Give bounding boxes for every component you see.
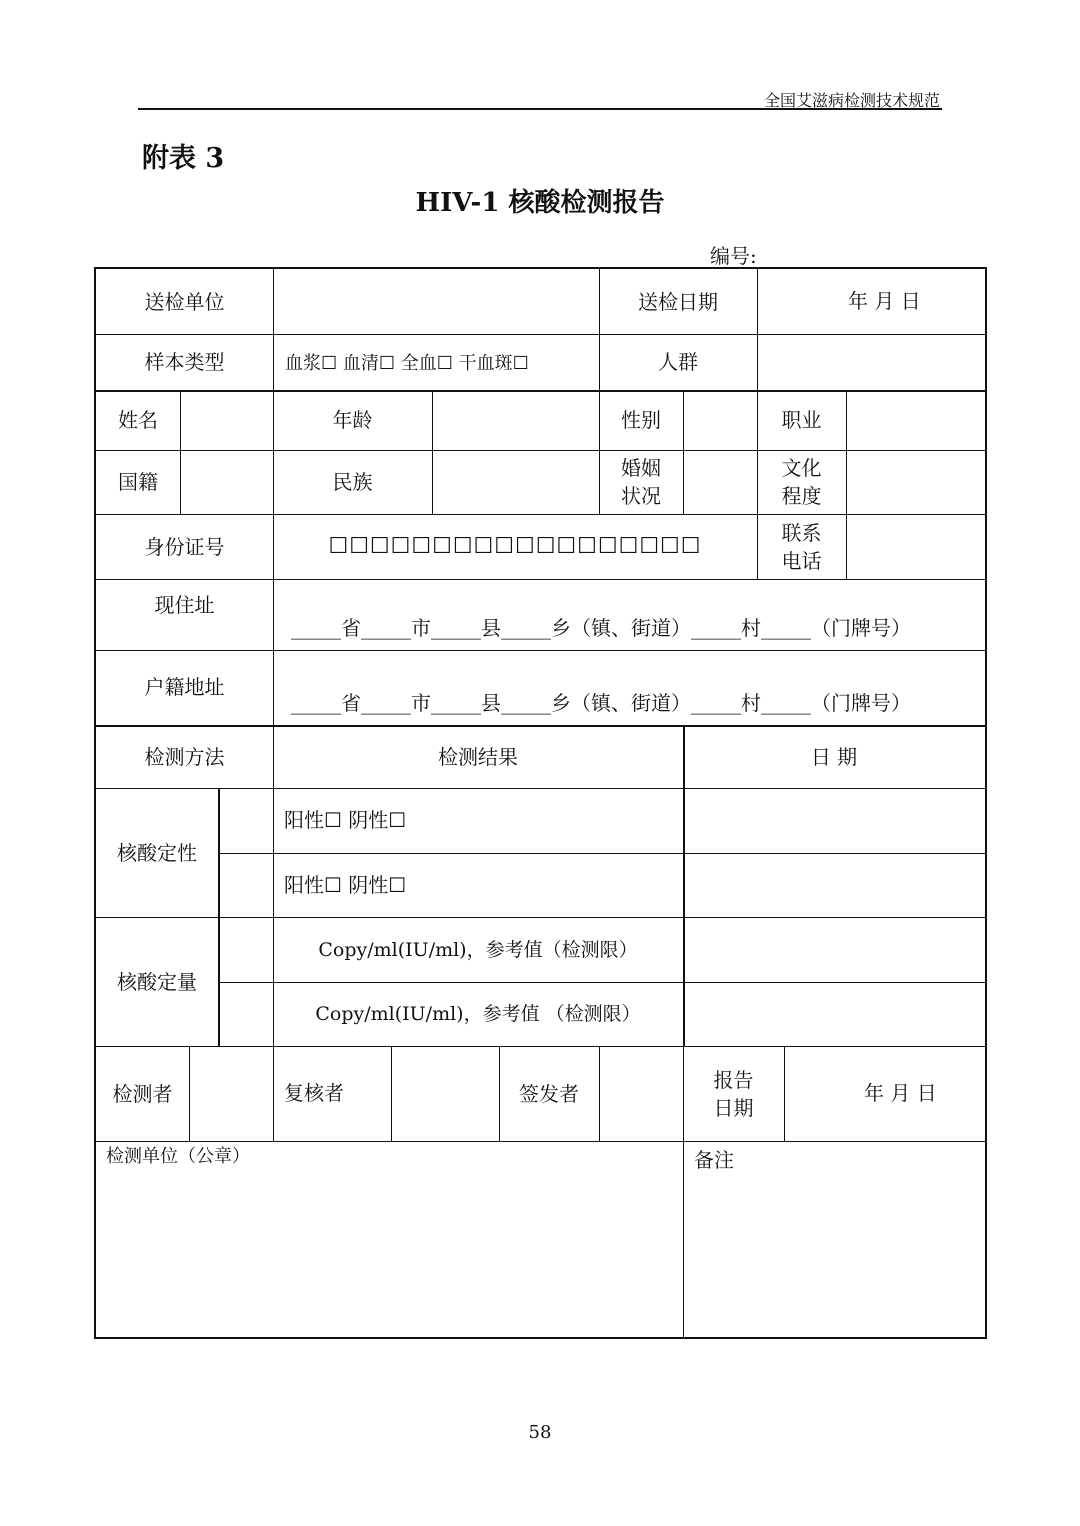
qualitative-result-2[interactable]: 阳性☐ 阴性☐ xyxy=(284,873,407,897)
phone-label-line1: 联系 xyxy=(781,520,822,545)
col-divider xyxy=(432,390,433,514)
qualitative-result-1[interactable]: 阳性☐ 阴性☐ xyxy=(284,808,407,832)
header-rule xyxy=(138,108,942,110)
gender-label: 性别 xyxy=(621,408,661,432)
method-header: 检测方法 xyxy=(144,744,225,769)
qualitative-label: 核酸定性 xyxy=(117,840,197,865)
current-address-label: 现住址 xyxy=(154,593,215,617)
row-divider xyxy=(96,788,985,789)
education-label-line2: 程度 xyxy=(781,484,822,508)
lab-seal-label: 检测单位（公章） xyxy=(106,1146,250,1167)
col-divider xyxy=(391,1046,392,1141)
report-date-value: 年 月 日 xyxy=(864,1081,937,1105)
quantitative-result-2[interactable]: Copy/ml(IU/ml)，参考值 （检测限） xyxy=(315,1003,641,1025)
serial-number-label: 编号: xyxy=(710,244,757,268)
col-divider xyxy=(784,1046,785,1141)
submitting-unit-label: 送检单位 xyxy=(144,289,225,314)
quantitative-result-1[interactable]: Copy/ml(IU/ml)，参考值（检测限） xyxy=(318,938,638,961)
phone-label-line2: 电话 xyxy=(781,548,822,573)
id-number-boxes[interactable]: ☐☐☐☐☐☐☐☐☐☐☐☐☐☐☐☐☐☐ xyxy=(328,533,702,559)
sample-type-options[interactable]: 血浆☐ 血清☐ 全血☐ 干血斑☐ xyxy=(285,353,529,374)
ethnicity-label: 民族 xyxy=(332,470,373,494)
issuer-label: 签发者 xyxy=(519,1081,579,1106)
result-header: 检测结果 xyxy=(438,744,518,769)
col-divider xyxy=(180,390,181,514)
submission-date-value: 年 月 日 xyxy=(848,289,921,313)
running-header: 全国艾滋病检测技术规范 xyxy=(763,91,940,110)
education-label xyxy=(757,450,846,514)
col-divider xyxy=(218,788,220,1046)
remarks-label: 备注 xyxy=(694,1148,734,1172)
appendix-label: 附表 3 xyxy=(142,143,225,174)
row-divider xyxy=(218,853,985,854)
registered-address-line[interactable]: _____省_____市_____县_____乡（镇、街道）_____村_____（门牌号） xyxy=(291,691,911,715)
age-label: 年龄 xyxy=(332,408,373,432)
row-divider xyxy=(96,450,985,451)
col-divider xyxy=(683,390,684,514)
col-divider xyxy=(599,1046,600,1141)
marital-status-label-line2: 状况 xyxy=(621,484,661,508)
col-divider xyxy=(273,1046,274,1141)
id-number-label: 身份证号 xyxy=(144,534,225,559)
date-header: 日 期 xyxy=(810,744,858,769)
report-title: HIV-1 核酸检测报告 xyxy=(415,188,665,218)
registered-address-label: 户籍地址 xyxy=(144,675,225,699)
row-divider xyxy=(96,390,985,392)
marital-status-label xyxy=(599,450,683,514)
sample-type-label: 样本类型 xyxy=(144,350,225,374)
current-address-line[interactable]: _____省_____市_____县_____乡（镇、街道）_____村_____（门牌号） xyxy=(291,616,911,640)
page-number: 58 xyxy=(528,1422,552,1443)
row-divider xyxy=(96,579,985,580)
row-divider xyxy=(96,1141,985,1142)
quantitative-label: 核酸定量 xyxy=(117,969,197,994)
col-divider xyxy=(189,1046,190,1141)
phone-label xyxy=(757,514,846,579)
occupation-label: 职业 xyxy=(781,408,822,432)
marital-status-label-line1: 婚姻 xyxy=(621,456,661,480)
submission-date-label: 送检日期 xyxy=(638,289,718,314)
row-divider xyxy=(96,650,985,651)
report-date-label-line2: 日期 xyxy=(713,1095,754,1120)
name-label: 姓名 xyxy=(118,408,158,432)
report-date-label xyxy=(683,1046,784,1141)
col-divider xyxy=(846,390,847,579)
population-label: 人群 xyxy=(658,350,698,374)
education-label-line1: 文化 xyxy=(781,456,822,480)
tester-label: 检测者 xyxy=(112,1081,173,1106)
report-form-table xyxy=(94,267,987,1339)
report-date-label-line1: 报告 xyxy=(713,1067,754,1092)
reviewer-label: 复核者 xyxy=(284,1081,344,1105)
nationality-label: 国籍 xyxy=(118,470,158,494)
